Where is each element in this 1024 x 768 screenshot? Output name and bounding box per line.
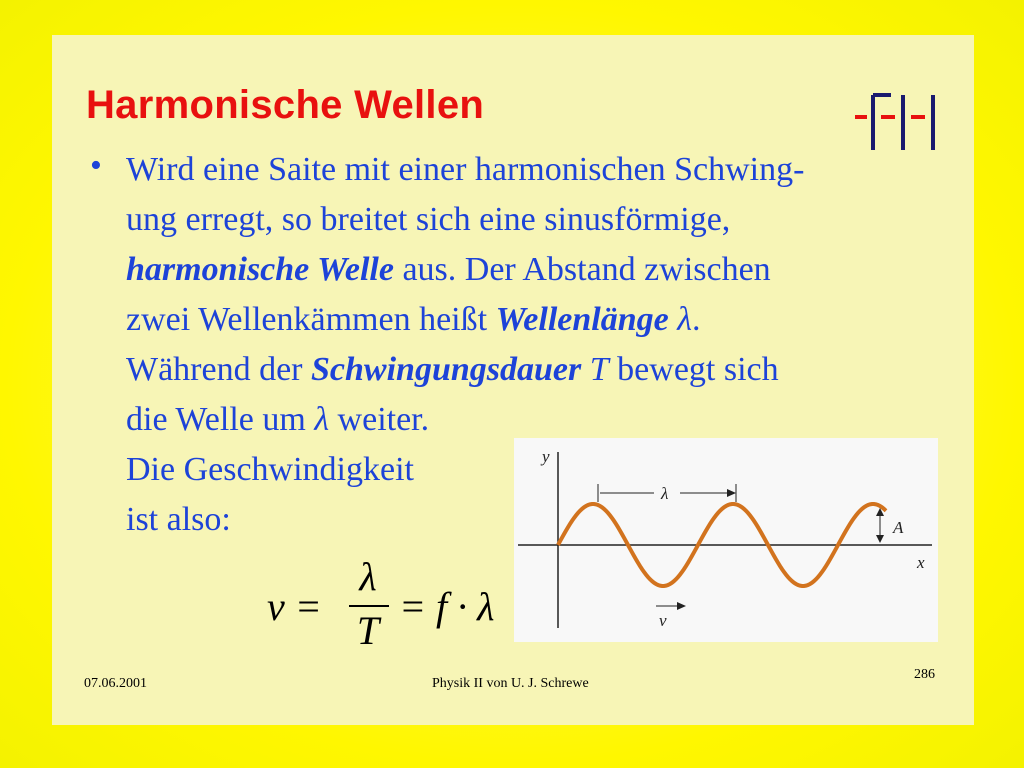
symbol-lambda-2: λ [314,401,330,438]
para-line-1: Wird eine Saite mit einer harmonischen Schwing- [126,151,805,188]
para-line-4-pre: zwei Wellenkämmen heißt [126,301,496,338]
footer-course: Physik II von U. J. Schrewe [432,676,589,691]
para-line-6-pre: die Welle um [126,401,315,438]
symbol-t: T [581,351,609,388]
velocity-arrowhead [677,602,686,610]
term-wellenlaenge: Wellenlänge [495,301,669,338]
footer-date: 07.06.2001 [84,676,147,691]
para-line-2: ung erregt, so breitet sich eine sinusförmige, [126,201,731,238]
term-harmonische-welle: harmonische Welle [126,251,394,288]
para-line-5-post: bewegt sich [608,351,779,388]
para-line-4-post: . [691,301,701,338]
amplitude-arrowhead-bottom [876,535,884,543]
amplitude-label: A [893,518,904,537]
para-line-5 [126,345,986,395]
formula-rhs: = f · λ [399,584,495,629]
para-line-4 [126,295,986,345]
symbol-lambda: λ [668,301,692,338]
slide [52,35,974,725]
para-line-7: Die Geschwindigkeit [126,451,414,488]
bullet-point: • [90,147,102,184]
wavelength-label: λ [661,484,669,503]
para-line-5-pre: Während der [126,351,312,388]
formula-lhs: v = [267,584,322,629]
para-line-3-rest: aus. Der Abstand zwischen [393,251,771,288]
formula-denominator: T [356,608,380,653]
fh-logo [847,65,947,155]
wave-diagram [514,438,938,642]
wavelength-arrowhead [727,489,736,497]
term-schwingungsdauer: Schwingungsdauer [311,351,582,388]
formula-numerator: λ [359,554,377,599]
para-line-6-post: weiter. [329,401,430,438]
x-axis-label: x [917,553,925,572]
y-axis-label: y [542,447,550,466]
para-line-3 [126,245,986,295]
footer-page-number: 286 [914,667,935,682]
velocity-label: v [659,611,667,630]
para-line-8: ist also: [126,501,231,538]
slide-title: Harmonische Wellen [86,83,485,127]
